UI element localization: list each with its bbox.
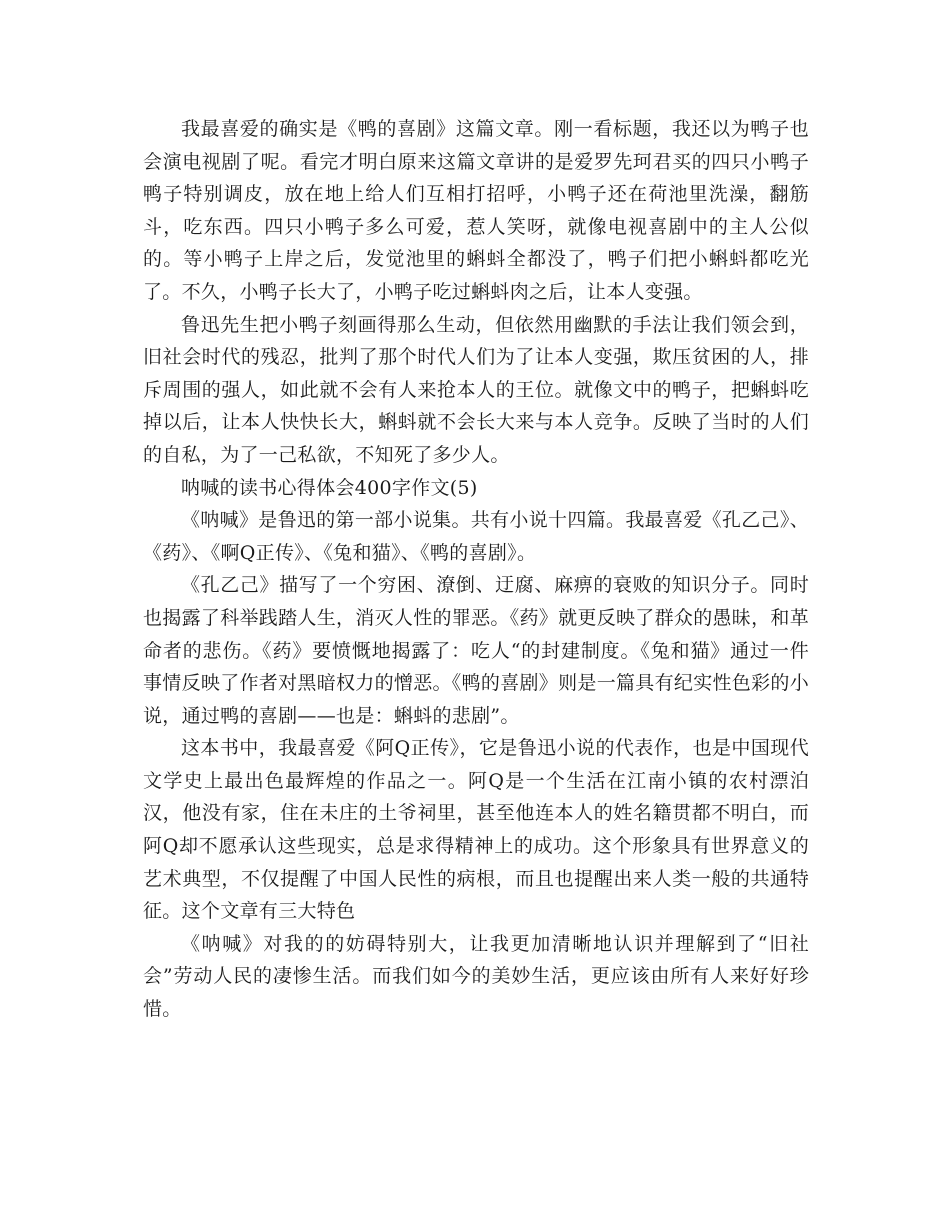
paragraph-4: 《孔乙己》描写了一个穷困、潦倒、迂腐、麻痹的衰败的知识分子。同时也揭露了科举践踏人生，消灭人性的罪恶。《药》就更反映了群众的愚昧，和革命者的悲伤。《药》要愤慨地揭露了：吃人“的封建制度。《兔和猫》通过一件事情反映了作者对黑暗权力的憎恶。《鸭的喜剧》则是一篇具有纪实性色彩的小说，通过鸭的喜剧——也是：蝌蚪的悲剧”。	[143, 574, 810, 727]
document-body	[143, 113, 809, 1026]
paragraph-3: 《呐喊》是鲁迅的第一部小说集。共有小说十四篇。我最喜爱《孔乙己》、《药》、《啊Q正传》、《兔和猫》、《鸭的喜剧》。	[143, 509, 809, 564]
paragraph-6: 《呐喊》对我的的妨碍特别大，让我更加清晰地认识并理解到了“旧社会”劳动人民的凄惨生活。而我们如今的美妙生活，更应该由所有人来好好珍惜。	[143, 932, 809, 1021]
section-heading: 呐喊的读书心得体会400字作文(5)	[181, 476, 478, 499]
paragraph-1: 我最喜爱的确实是《鸭的喜剧》这篇文章。刚一看标题，我还以为鸭子也会演电视剧了呢。看完才明白原来这篇文章讲的是爱罗先珂君买的四只小鸭子鸭子特别调皮，放在地上给人们互相打招呼，小鸭子还在荷池里洗澡，翻筋斗，吃东西。四只小鸭子多么可爱，惹人笑呀，就像电视喜剧中的主人公似的。等小鸭子上岸之后，发觉池里的蝌蚪全都没了，鸭子们把小蝌蚪都吃光了。不久，小鸭子长大了，小鸭子吃过蝌蚪肉之后，让本人变强。	[143, 118, 809, 303]
paragraph-5: 这本书中，我最喜爱《阿Q正传》，它是鲁迅小说的代表作，也是中国现代文学史上最出色最辉煌的作品之一。阿Q是一个生活在江南小镇的农村漂泊汉，他没有家，住在未庄的土爷祠里，甚至他连本人的姓名籍贯都不明白，而阿Q却不愿承认这些现实，总是求得精神上的成功。这个形象具有世界意义的艺术典型，不仅提醒了中国人民性的病根，而且也提醒出来人类一般的共通特征。这个文章有三大特色	[143, 737, 809, 923]
paragraph-2: 鲁迅先生把小鸭子刻画得那么生动，但依然用幽默的手法让我们领会到，旧社会时代的残忍，批判了那个时代人们为了让本人变强，欺压贫困的人，排斥周围的强人，如此就不会有人来抢本人的王位。就像文中的鸭子，把蝌蚪吃掉以后，让本人快快长大，蝌蚪就不会长大来与本人竞争。反映了当时的人们的自私，为了一己私欲，不知死了多少人。	[143, 313, 809, 466]
